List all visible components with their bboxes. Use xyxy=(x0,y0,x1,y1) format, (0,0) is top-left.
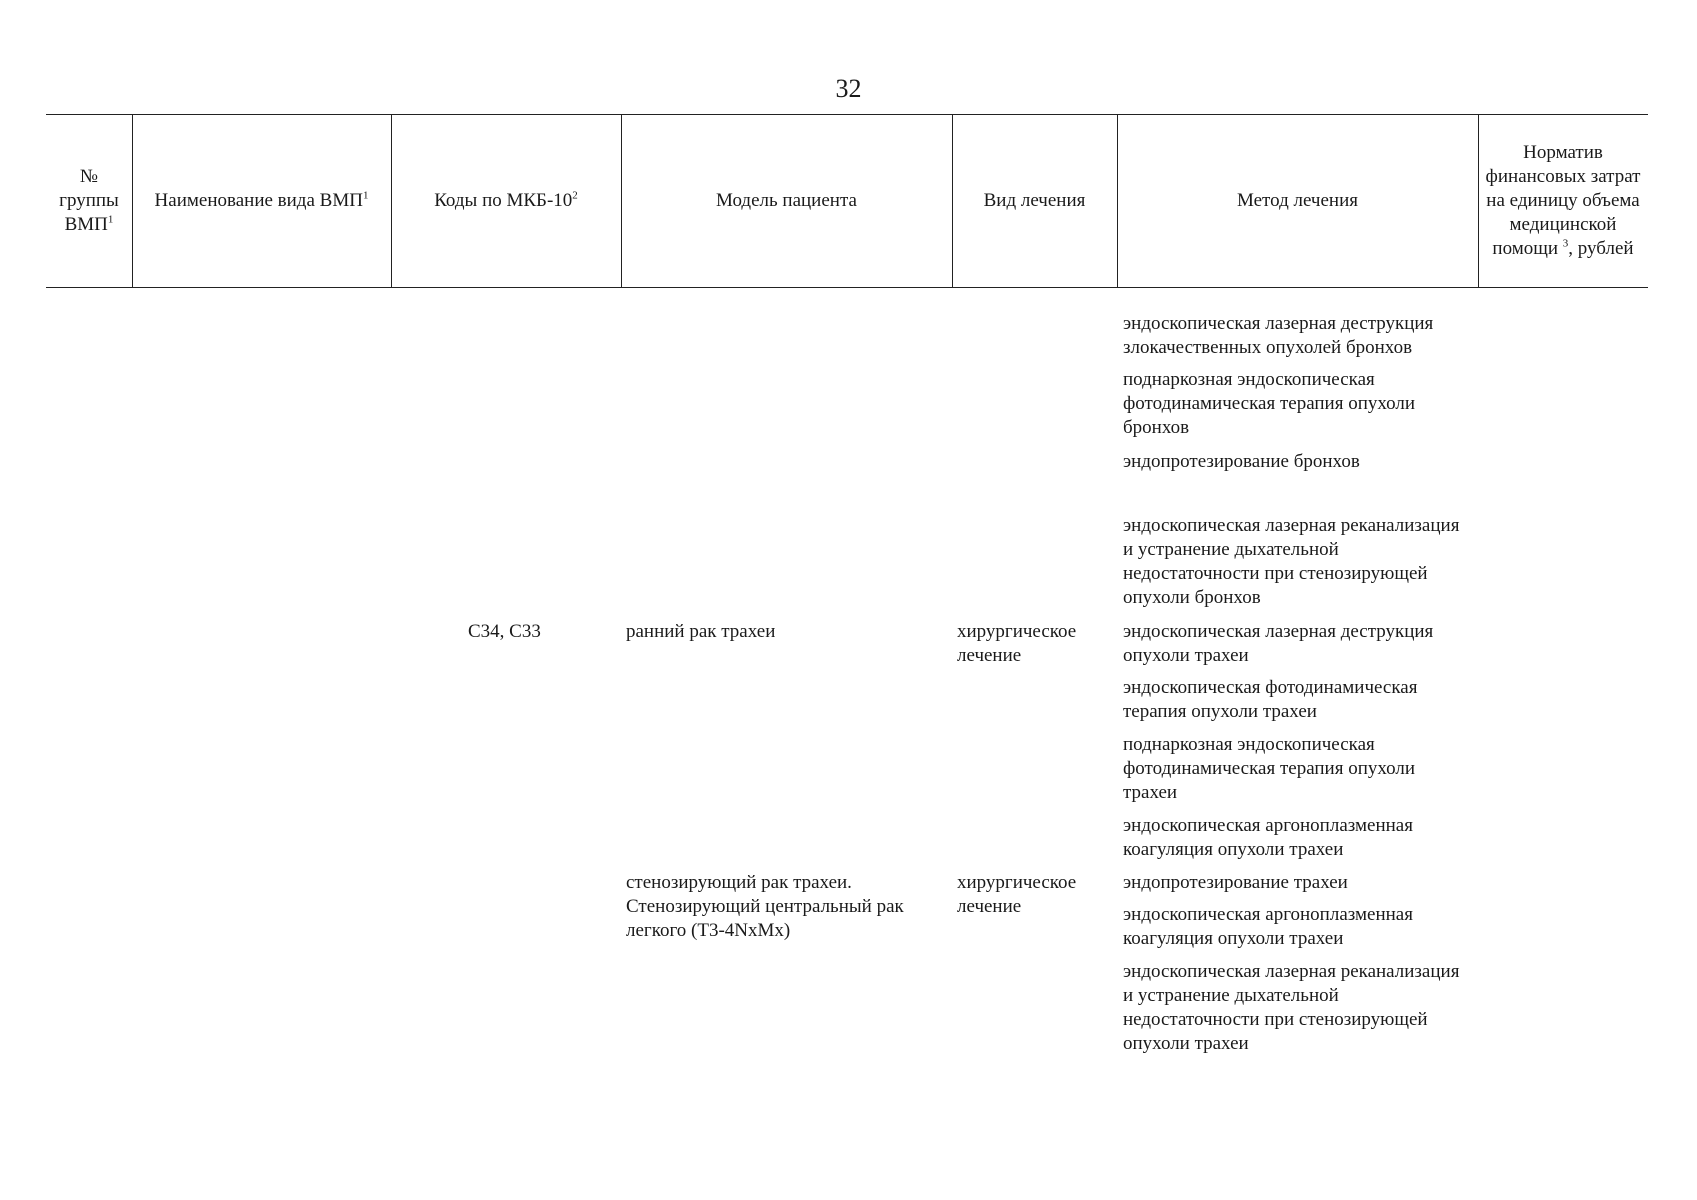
treatment-method: эндопротезирование трахеи xyxy=(1123,872,1348,893)
treatment-method: эндоскопическая лазерная реканализация и устранение дыхательной недостаточности при стенозирующей опухоли трахеи xyxy=(1123,961,1460,1054)
table-header xyxy=(46,114,1648,288)
treatment-method: поднаркозная эндоскопическая фотодинамическая терапия опухоли бронхов xyxy=(1123,369,1416,438)
treatment-method: поднаркозная эндоскопическая фотодинамическая терапия опухоли трахеи xyxy=(1123,734,1416,803)
header-vmp-name: Наименование вида ВМП$^1$ xyxy=(154,189,369,211)
treatment-type: хирургическое лечение xyxy=(957,872,1077,917)
header-group-number: № группы ВМП$^1$ xyxy=(59,166,119,235)
header-treatment-type: Вид лечения xyxy=(983,190,1086,211)
header-patient-model: Модель пациента xyxy=(716,190,857,211)
treatment-method: эндоскопическая фотодинамическая терапия опухоли трахеи xyxy=(1123,677,1418,722)
header-treatment-method: Метод лечения xyxy=(1236,190,1358,211)
treatment-type: хирургическое лечение xyxy=(957,621,1077,666)
treatment-method: эндопротезирование бронхов xyxy=(1123,451,1360,472)
treatment-method: эндоскопическая лазерная реканализация и устранение дыхательной недостаточности при стенозирующей опухоли бронхов xyxy=(1123,515,1460,608)
header-cost-norm: Норматив финансовых затрат на единицу объема медицинской помощи $^3$, рублей xyxy=(1485,142,1641,259)
treatment-method: эндоскопическая лазерная деструкция злокачественных опухолей бронхов xyxy=(1123,313,1434,358)
page-number: 32 xyxy=(835,74,862,103)
icd-code: C34, C33 xyxy=(468,621,541,642)
patient-model: стенозирующий рак трахеи. Стенозирующий центральный рак легкого (T3-4NxMx) xyxy=(626,872,904,941)
treatment-method: эндоскопическая лазерная деструкция опухоли трахеи xyxy=(1123,621,1434,666)
header-icd-codes: Коды по МКБ-$10^2$ xyxy=(434,189,578,211)
treatment-method: эндоскопическая аргоноплазменная коагуляция опухоли трахеи xyxy=(1123,815,1413,860)
treatment-method: эндоскопическая аргоноплазменная коагуляция опухоли трахеи xyxy=(1123,904,1413,949)
patient-model: ранний рак трахеи xyxy=(626,621,776,642)
